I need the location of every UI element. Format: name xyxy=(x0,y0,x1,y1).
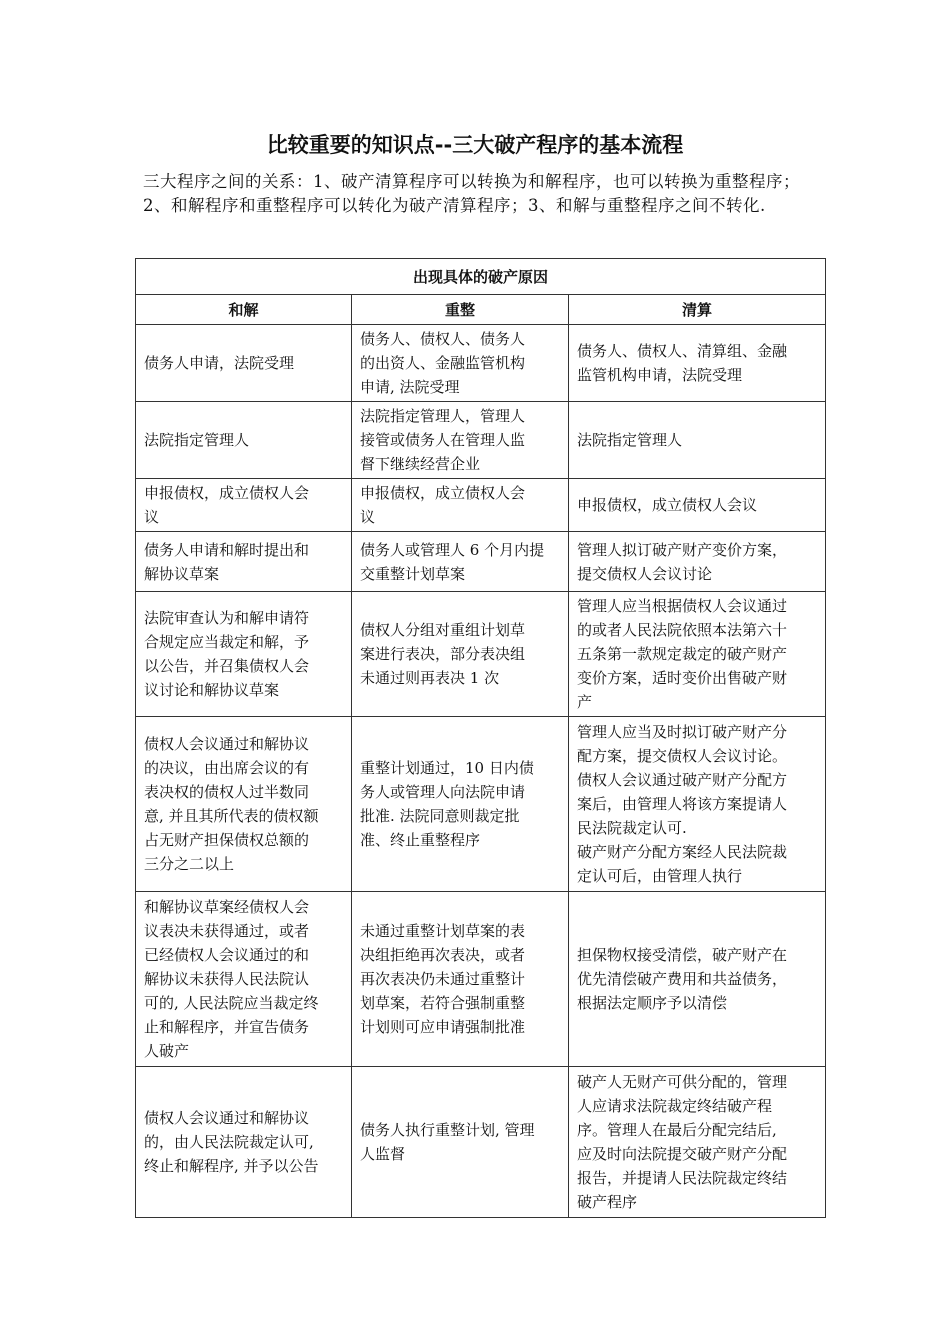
table-row xyxy=(136,402,826,479)
table-cell: 管理人拟订破产财产变价方案， 提交债权人会议讨论 xyxy=(569,532,826,592)
cause-header: 出现具体的破产原因 xyxy=(136,259,826,295)
table-row xyxy=(136,479,826,532)
intro-paragraph: 三大程序之间的关系：1、破产清算程序可以转换为和解程序，也可以转换为重整程序；2、和解程序和重整程序可以转化为破产清算程序；3、和解与重整程序之间不转化. xyxy=(143,172,800,215)
procedure-table xyxy=(135,258,826,1218)
column-header-reorganization: 重整 xyxy=(352,295,569,325)
table-cell: 担保物权接受清偿，破产财产在 优先清偿破产费用和共益债务， 根据法定顺序予以清偿 xyxy=(569,892,826,1067)
column-header-settlement: 和解 xyxy=(136,295,352,325)
table-cell: 法院审查认为和解申请符 合规定应当裁定和解，予 以公告，并召集债权人会 议讨论和解协议草案 xyxy=(136,592,352,717)
table-cell: 管理人应当及时拟订破产财产分 配方案，提交债权人会议讨论。 债权人会议通过破产财产分配方 案后，由管理人将该方案提请人 民法院裁定认可. 破产财产分配方案经人民法院裁 定认可后，由管理人执行 xyxy=(569,717,826,892)
table-cell: 债务人执行重整计划, 管理 人监督 xyxy=(352,1067,569,1218)
page-title: 比较重要的知识点--三大破产程序的基本流程 xyxy=(266,133,684,157)
table-cell: 申报债权，成立债权人会议 xyxy=(569,479,826,532)
table-row xyxy=(136,1067,826,1218)
table-cell: 重整计划通过，10 日内债 务人或管理人向法院申请 批准. 法院同意则裁定批 准、终止重整程序 xyxy=(352,717,569,892)
table-cell: 未通过重整计划草案的表 决组拒绝再次表决，或者 再次表决仍未通过重整计 划草案，若符合强制重整 计划则可应申请强制批准 xyxy=(352,892,569,1067)
table-caption-row xyxy=(136,259,826,295)
table-cell: 申报债权，成立债权人会 议 xyxy=(136,479,352,532)
table-cell: 法院指定管理人，管理人 接管或债务人在管理人监 督下继续经营企业 xyxy=(352,402,569,479)
column-header-liquidation: 清算 xyxy=(569,295,826,325)
table-row xyxy=(136,717,826,892)
table-cell: 债务人或管理人 6 个月内提 交重整计划草案 xyxy=(352,532,569,592)
table-cell: 债权人会议通过和解协议 的，由人民法院裁定认可, 终止和解程序, 并予以公告 xyxy=(136,1067,352,1218)
table-cell: 债权人分组对重组计划草 案进行表决，部分表决组 未通过则再表决 1 次 xyxy=(352,592,569,717)
table-cell: 债务人、债权人、债务人 的出资人、金融监管机构 申请, 法院受理 xyxy=(352,325,569,402)
table-cell: 破产人无财产可供分配的，管理 人应请求法院裁定终结破产程 序。管理人在最后分配完结后, 应及时向法院提交破产财产分配 报告，并提请人民法院裁定终结 破产程序 xyxy=(569,1067,826,1218)
table-cell: 法院指定管理人 xyxy=(136,402,352,479)
table-row xyxy=(136,592,826,717)
table-cell: 和解协议草案经债权人会 议表决未获得通过，或者 已经债权人会议通过的和 解协议未获得人民法院认 可的, 人民法院应当裁定终 止和解程序，并宣告债务 人破产 xyxy=(136,892,352,1067)
table-row xyxy=(136,892,826,1067)
table-row xyxy=(136,532,826,592)
table-cell: 债权人会议通过和解协议 的决议，由出席会议的有 表决权的债权人过半数同 意, 并且其所代表的债权额 占无财产担保债权总额的 三分之二以上 xyxy=(136,717,352,892)
table-row xyxy=(136,325,826,402)
table-cell: 债务人申请，法院受理 xyxy=(136,325,352,402)
table-cell: 法院指定管理人 xyxy=(569,402,826,479)
table-cell: 申报债权，成立债权人会 议 xyxy=(352,479,569,532)
table-cell: 债务人申请和解时提出和 解协议草案 xyxy=(136,532,352,592)
table-header-row xyxy=(136,295,826,325)
table-cell: 债务人、债权人、清算组、金融 监管机构申请，法院受理 xyxy=(569,325,826,402)
table-cell: 管理人应当根据债权人会议通过 的或者人民法院依照本法第六十 五条第一款规定裁定的破产财产 变价方案，适时变价出售破产财 产 xyxy=(569,592,826,717)
